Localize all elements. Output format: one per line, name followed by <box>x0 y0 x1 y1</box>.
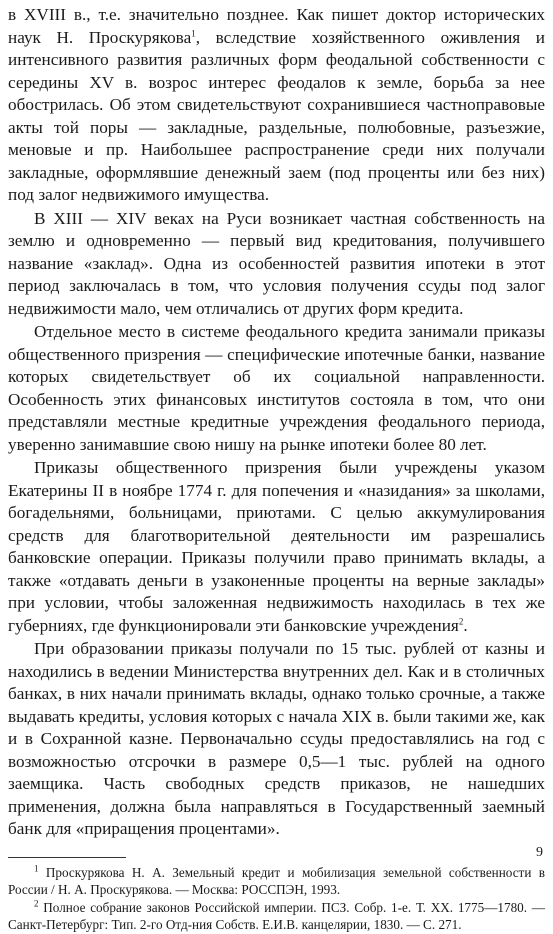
footnote-mark-1: 1 <box>34 863 39 874</box>
paragraph-2: В XIII — XIV веках на Руси возникает частная собственность на землю и одновременно — первый вид кредитования, получившего название «заклад». Одна из особенностей развития ипотеки в этот период заключалась в том, что условия получения ссуды под залог недвижимости мало, чем отличались от других форм кредита. <box>8 208 545 318</box>
paragraph-5: При образовании приказы получали по 15 тыс. рублей от казны и находились в ведении Министерства внутренних дел. Как и в столичных банках, в них начали принимать вклады, однако только срочные, а также выдавать кредиты, условия которых с начала XIX в. были такими же, как и в Сохранной казне. Первоначально ссуды предоставлялись на год с возможностью отсрочки в размере 0,5—1 тыс. рублей на одного заемщика. Часть свободных средств приказов, не нашедших применения, должна была направляться в Государственный заемный банк для «приращения процентами». <box>8 639 545 838</box>
document-page <box>8 4 545 934</box>
paragraph-1: в XVIII в., т.е. значительно позднее. Как пишет доктор исторических наук Н. Проскурякова$^1$, вследствие хозяйственного оживления и интенсивного развития различных форм феодальной собственности с середины XV в. возрос интерес феодалов к земле, борьба за нее обострилась. Об этом свидетельствуют сохранившиеся частноправовые акты той поры — закладные, раздельные, полюбовные, разъезжие, меновые и пр. Наибольшее распространение среди них получали закладные, оформлявшие денежный заем (под проценты или без них) под залог недвижимого имущества. <box>8 5 545 204</box>
footnote-1: $^1$ Проскурякова Н. А. Земельный кредит и мобилизация земельной собственности в России / Н. А. Проскурякова. — Москва: РОССПЭН, 1993. <box>8 863 545 897</box>
paragraph-3: Отдельное место в системе феодального кредита занимали приказы общественного призрения — специфические ипотечные банки, название которых свидетельствует об их социальной направленности. Особенность этих финансовых институтов состояла в том, что они представляли местные кредитные учреждения феодального периода, уверенно занимавшие свою нишу на рынке ипотеки более 80 лет. <box>8 322 545 454</box>
footnote-divider <box>8 857 126 858</box>
footnote-ref-2: 2 <box>458 615 464 626</box>
footnote-mark-2: 2 <box>34 898 39 909</box>
footnote-ref-1: 1 <box>191 27 196 38</box>
paragraph-4: Приказы общественного призрения были учреждены указом Екатерины II в ноябре 1774 г. для попечения и «назидания» за школами, богадельнями, больницами, приютами. С целью аккумулирования средств для благотворительной деятельности им разрешались банковские операции. Приказы получили право принимать вклады, а также «отдавать деньги в узаконенные проценты на верные заклады» при условии, чтобы заложенная недвижимость находилась в тех же губерниях, где функционировали эти банковские учреждения$^2$. <box>8 458 545 635</box>
footnote-2: $^2$ Полное собрание законов Российской империи. ПСЗ. Собр. 1-е. Т. XX. 1775—1780. — Санкт-Петербург: Тип. 2-го Отд-ния Собств. Е.И.В. канцелярии, 1830. — С. 271. <box>8 898 545 932</box>
page-number: 9 <box>536 845 543 860</box>
